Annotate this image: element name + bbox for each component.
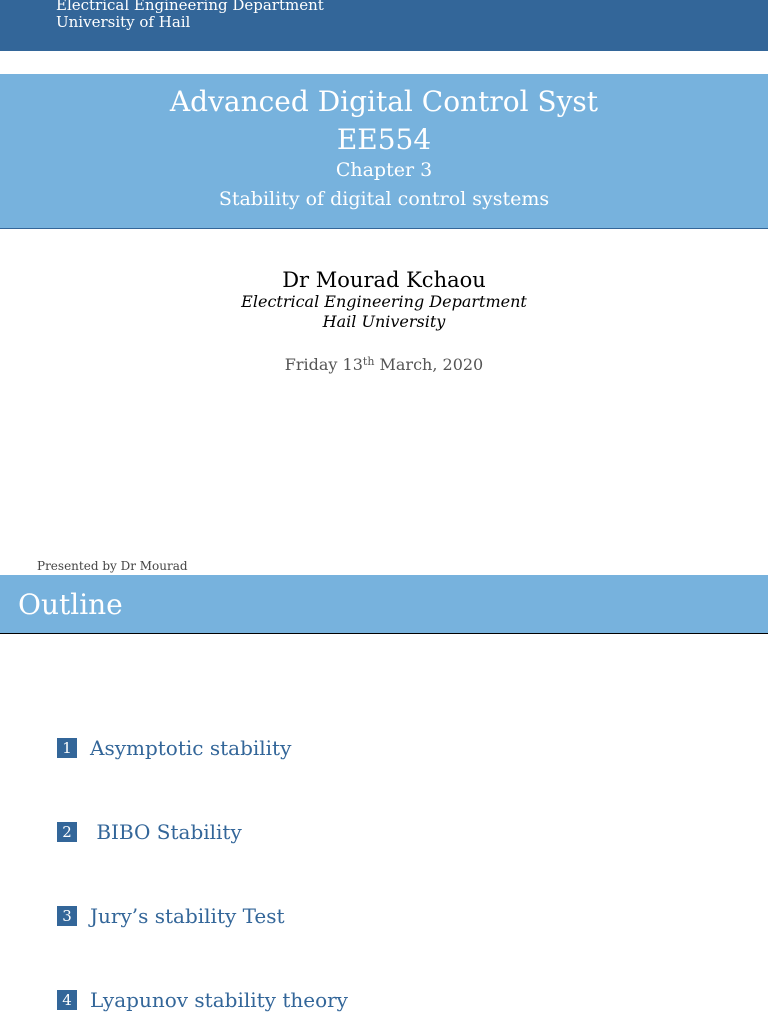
- institution-department: Electrical Engineering Department: [241, 292, 527, 311]
- toc-number-badge: 1: [57, 738, 77, 758]
- toc-number-badge: 3: [57, 906, 77, 926]
- toc-item-asymptotic-stability[interactable]: [57, 736, 291, 760]
- date-suffix: March, 2020: [374, 355, 484, 374]
- author-name: Dr Mourad Kchaou: [282, 268, 486, 292]
- top-header-band: [0, 0, 768, 51]
- toc-item-label: BIBO Stability: [90, 820, 242, 844]
- toc-number-badge: 2: [57, 822, 77, 842]
- presenter-footer: Presented by Dr Mourad: [37, 559, 188, 573]
- toc-item-label: Lyapunov stability theory: [90, 988, 348, 1012]
- title-band: [0, 74, 768, 229]
- course-code: EE554: [336, 123, 432, 156]
- presentation-date: [0, 354, 768, 376]
- outline-header-band: [0, 575, 768, 634]
- toc-item-lyapunov-stability-theory[interactable]: [57, 988, 348, 1012]
- toc-item-bibo-stability[interactable]: [57, 820, 242, 844]
- institution-university: Hail University: [322, 312, 446, 331]
- toc-item-label: Jury’s stability Test: [90, 904, 285, 928]
- slide-title: Advanced Digital Control Syst: [169, 85, 599, 118]
- slide-subtitle: Stability of digital control systems: [218, 188, 550, 210]
- date-prefix: Friday 13: [284, 355, 363, 374]
- toc-item-label: Asymptotic stability: [90, 736, 292, 760]
- toc-item-jury-stability-test[interactable]: [57, 904, 285, 928]
- date-superscript: th: [362, 355, 375, 368]
- toc-number-badge: 4: [57, 990, 77, 1010]
- header-university: University of Hail: [56, 13, 191, 31]
- header-department: Electrical Engineering Department: [56, 0, 324, 14]
- outline-heading: Outline: [18, 588, 123, 621]
- chapter-label: Chapter 3: [335, 159, 433, 181]
